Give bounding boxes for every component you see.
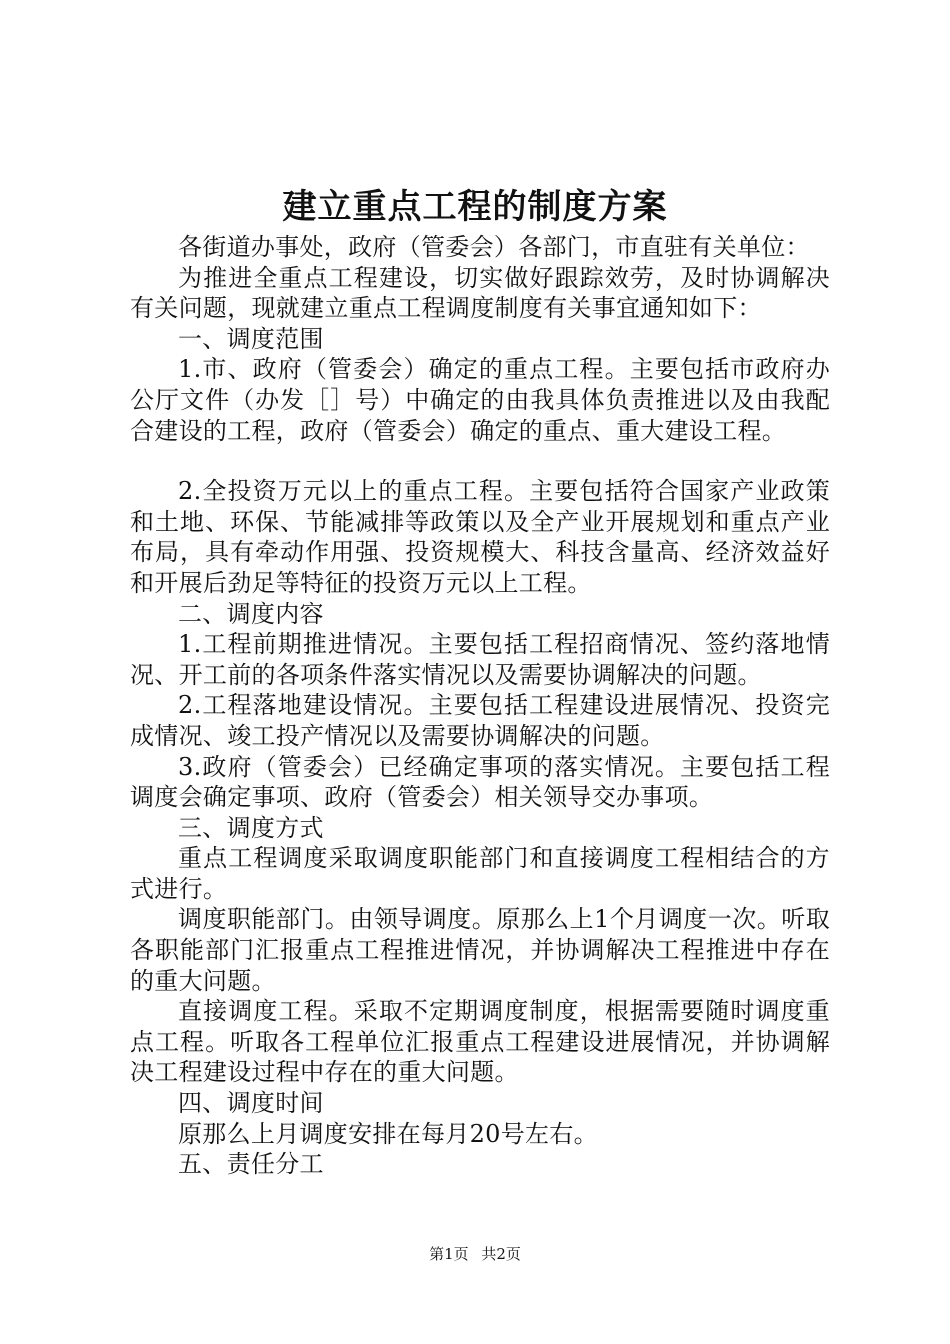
paragraph-content-3: 3.政府（管委会）已经确定事项的落实情况。主要包括工程调度会确定事项、政府（管委会）相关领导交办事项。 <box>130 752 830 812</box>
paragraph-gap <box>130 446 830 476</box>
paragraph-scope-1: 1.市、政府（管委会）确定的重点工程。主要包括市政府办公厅文件（办发［］号）中确定的由我具体负责推进以及由我配合建设的工程，政府（管委会）确定的重点、重大建设工程。 <box>130 355 830 445</box>
paragraph-method-2: 调度职能部门。由领导调度。原那么上1个月调度一次。听取各职能部门汇报重点工程推进情况，并协调解决工程推进中存在的重大问题。 <box>130 905 830 995</box>
section-heading-method: 三、调度方式 <box>178 813 324 842</box>
paragraph-content-2: 2.工程落地建设情况。主要包括工程建设进展情况、投资完成情况、竣工投产情况以及需要协调解决的问题。 <box>130 691 830 750</box>
paragraph-method-3: 直接调度工程。采取不定期调度制度，根据需要随时调度重点工程。听取各工程单位汇报重点工程建设进展情况，并协调解决工程建设过程中存在的重大问题。 <box>130 997 830 1087</box>
paragraph-scope-2: 2.全投资万元以上的重点工程。主要包括符合国家产业政策和土地、环保、节能减排等政策以及全产业开展规划和重点产业布局，具有牵动作用强、投资规模大、科技含量高、经济效益好和开展后劲足等特征的投资万元以上工程。 <box>130 477 830 597</box>
paragraph-time-1: 原那么上月调度安排在每月20号左右。 <box>178 1119 598 1148</box>
document-body <box>130 232 830 1180</box>
section-heading-time: 四、调度时间 <box>178 1089 324 1118</box>
section-heading-scope: 一、调度范围 <box>178 324 324 353</box>
section-heading-responsibility: 五、责任分工 <box>178 1150 324 1179</box>
page-total: 共2页 <box>481 1245 521 1263</box>
page-number: 第1页 <box>429 1245 469 1263</box>
page-footer <box>0 1242 950 1266</box>
section-heading-content: 二、调度内容 <box>178 599 324 628</box>
paragraph-method-1: 重点工程调度采取调度职能部门和直接调度工程相结合的方式进行。 <box>130 844 830 903</box>
paragraph-intro: 为推进全重点工程建设，切实做好跟踪效劳，及时协调解决有关问题，现就建立重点工程调度制度有关事宜通知如下： <box>130 263 830 323</box>
paragraph-content-1: 1.工程前期推进情况。主要包括工程招商情况、签约落地情况、开工前的各项条件落实情况以及需要协调解决的问题。 <box>130 630 830 689</box>
document-title: 建立重点工程的制度方案 <box>282 187 668 227</box>
paragraph-salutation: 各街道办事处，政府（管委会）各部门，市直驻有关单位： <box>178 233 810 261</box>
